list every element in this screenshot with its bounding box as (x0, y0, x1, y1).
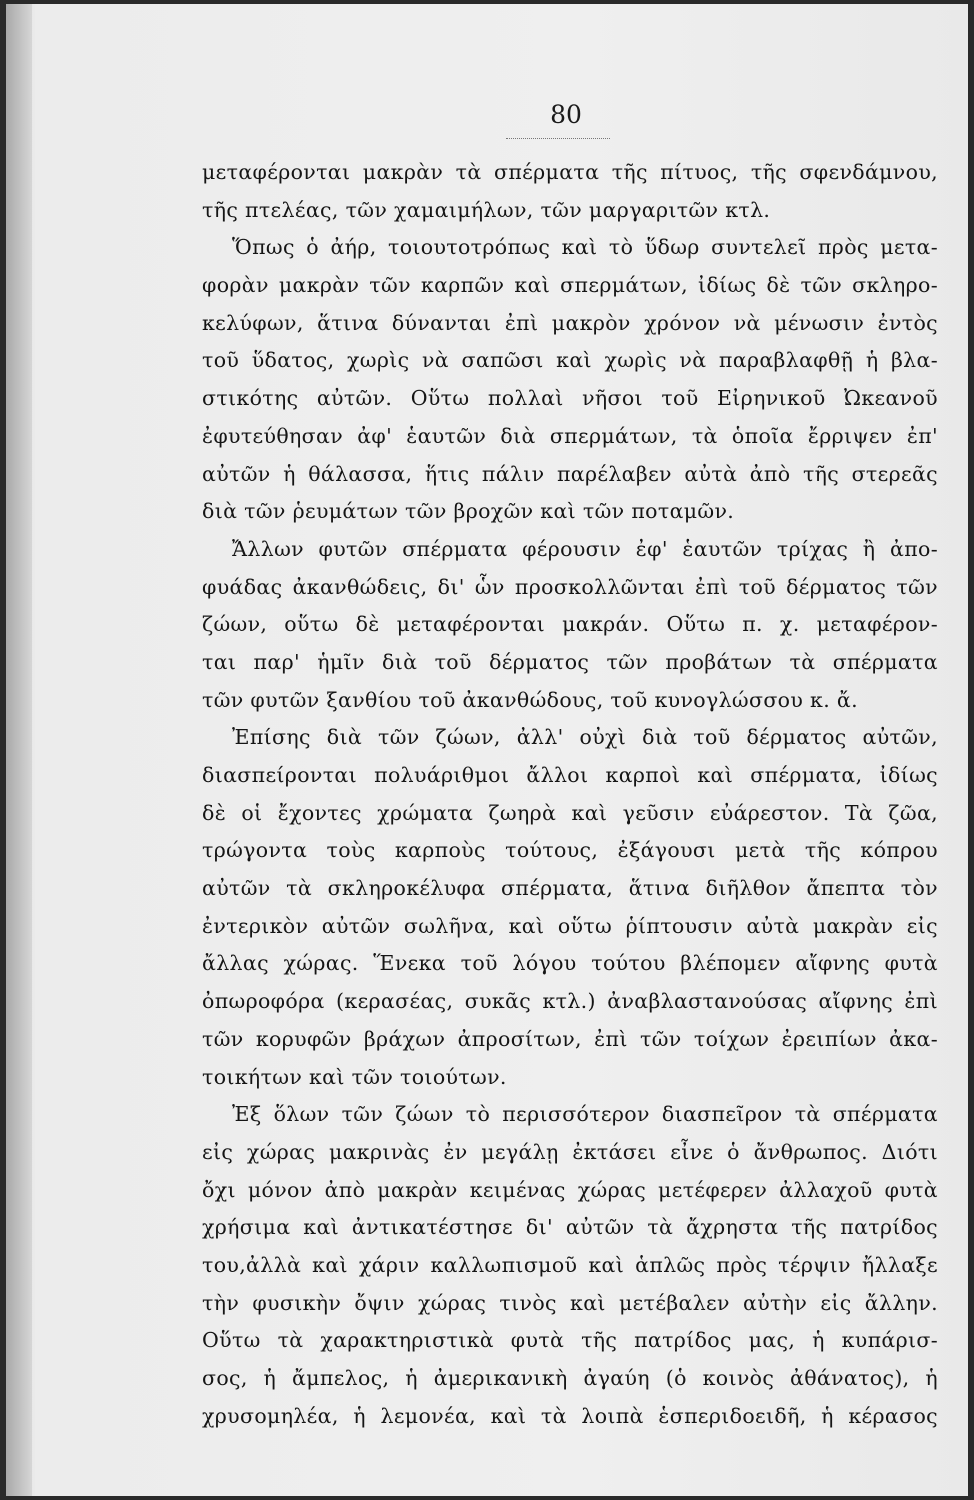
text-line: Ἄλλων φυτῶν σπέρματα φέρουσιν ἐφ' ἑαυτῶν τρίχας ἢ ἀπο- (232, 536, 938, 561)
text-line: τῶν κορυφῶν βράχων ἀπροσίτων, ἐπὶ τῶν τοίχων ἐρειπίων ἀκα- (202, 1026, 938, 1051)
text-line: χρυσομηλέα, ἡ λεμονέα, καὶ τὰ λοιπὰ ἑσπεριδοειδῆ, ἡ κέρασος (202, 1403, 938, 1428)
text-line: σος, ἡ ἄμπελος, ἡ ἀμερικανικὴ ἀγαύη (ὁ κοινὸς ἀθάνατος), ἡ (202, 1366, 938, 1390)
text-line: εἰς χώρας μακρινὰς ἐν μεγάλῃ ἐκτάσει εἶνε ὁ ἄνθρωπος. Διότι (202, 1139, 938, 1164)
text-line: τῆς πτελέας, τῶν χαμαιμήλων, τῶν μαργαριτῶν κτλ. (202, 197, 771, 222)
text-line: κελύφων, ἅτινα δύνανται ἐπὶ μακρὸν χρόνον νὰ μένωσιν ἐντὸς (202, 310, 938, 335)
text-line: Οὕτω τὰ χαρακτηριστικὰ φυτὰ τῆς πατρίδος μας, ἡ κυπάρισ- (202, 1328, 938, 1353)
text-line: Ὅπως ὁ ἀήρ, τοιουτοτρόπως καὶ τὸ ὕδωρ συντελεῖ πρὸς μετα- (232, 235, 938, 260)
page-left-edge-shadow (6, 4, 32, 1496)
text-line: διασπείρονται πολυάριθμοι ἄλλοι καρποὶ καὶ σπέρματα, ἰδίως (202, 763, 938, 787)
text-line: τοικήτων καὶ τῶν τοιούτων. (202, 1064, 507, 1089)
text-line: τῶν φυτῶν ξανθίου τοῦ ἀκανθώδους, τοῦ κυνογλώσσου κ. ἄ. (202, 687, 858, 712)
text-line: τὴν φυσικὴν ὄψιν χώρας τινὸς καὶ μετέβαλεν αὐτὴν εἰς ἄλλην. (202, 1290, 938, 1315)
text-line: Ἐπίσης διὰ τῶν ζώων, ἀλλ' οὐχὶ διὰ τοῦ δέρματος αὐτῶν, (232, 725, 938, 750)
text-line: φορὰν μακρὰν τῶν καρπῶν καὶ σπερμάτων, ἰδίως δὲ τῶν σκληρο- (202, 273, 938, 298)
book-page (6, 4, 968, 1496)
text-line: ὄχι μόνον ἀπὸ μακρὰν κειμένας χώρας μετέφερεν ἀλλαχοῦ φυτὰ (202, 1177, 938, 1202)
text-line: διὰ τῶν ῥευμάτων τῶν βροχῶν καὶ τῶν ποταμῶν. (202, 499, 735, 524)
page-body-text (202, 154, 938, 1435)
text-line: στικότης αὐτῶν. Οὕτω πολλαὶ νῆσοι τοῦ Εἰρηνικοῦ Ὠκεανοῦ (202, 386, 938, 411)
text-line: αὐτῶν τὰ σκληροκέλυφα σπέρματα, ἅτινα διῆλθον ἄπεπτα τὸν (202, 876, 938, 901)
text-line: δὲ οἱ ἔχοντες χρώματα ζωηρὰ καὶ γεῦσιν εὐάρεστον. Τὰ ζῶα, (202, 800, 938, 825)
text-line: αὐτῶν ἡ θάλασσα, ἥτις πάλιν παρέλαβεν αὐτὰ ἀπὸ τῆς στερεᾶς (202, 461, 938, 486)
text-line: Ἐξ ὅλων τῶν ζώων τὸ περισσότερον διασπεῖρον τὰ σπέρματα (232, 1102, 938, 1127)
text-line: χρήσιμα καὶ ἀντικατέστησε δι' αὐτῶν τὰ ἄχρηστα τῆς πατρίδος (202, 1215, 938, 1240)
text-line: μεταφέρονται μακρὰν τὰ σπέρματα τῆς πίτυος, τῆς σφενδάμνου, (202, 160, 938, 184)
header-rule (506, 138, 610, 139)
text-line: ἄλλας χώρας. Ἕνεκα τοῦ λόγου τούτου βλέπομεν αἴφνης φυτὰ (202, 951, 938, 976)
text-line: τρώγοντα τοὺς καρποὺς τούτους, ἐξάγουσι μετὰ τῆς κόπρου (202, 838, 938, 863)
text-line: ἐντερικὸν αὐτῶν σωλῆνα, καὶ οὕτω ῥίπτουσιν αὐτὰ μακρὰν εἰς (202, 913, 938, 938)
page-number: 80 (550, 100, 582, 129)
text-line: του,ἀλλὰ καὶ χάριν καλλωπισμοῦ καὶ ἁπλῶς πρὸς τέρψιν ἤλλαξε (202, 1252, 938, 1277)
text-line: φυάδας ἀκανθώδεις, δι' ὧν προσκολλῶνται ἐπὶ τοῦ δέρματος τῶν (202, 574, 938, 599)
text-line: ται παρ' ἡμῖν διὰ τοῦ δέρματος τῶν προβάτων τὰ σπέρματα (202, 649, 938, 674)
text-line: ζώων, οὕτω δὲ μεταφέρονται μακράν. Οὕτω π. χ. μεταφέρον- (202, 612, 938, 637)
text-line: ὀπωροφόρα (κερασέας, συκᾶς κτλ.) ἀναβλαστανούσας αἴφνης ἐπὶ (202, 989, 938, 1014)
text-line: τοῦ ὕδατος, χωρὶς νὰ σαπῶσι καὶ χωρὶς νὰ παραβλαφθῇ ἡ βλα- (202, 348, 938, 373)
text-line: ἐφυτεύθησαν ἀφ' ἑαυτῶν διὰ σπερμάτων, τὰ ὁποῖα ἔρριψεν ἐπ' (202, 423, 938, 448)
